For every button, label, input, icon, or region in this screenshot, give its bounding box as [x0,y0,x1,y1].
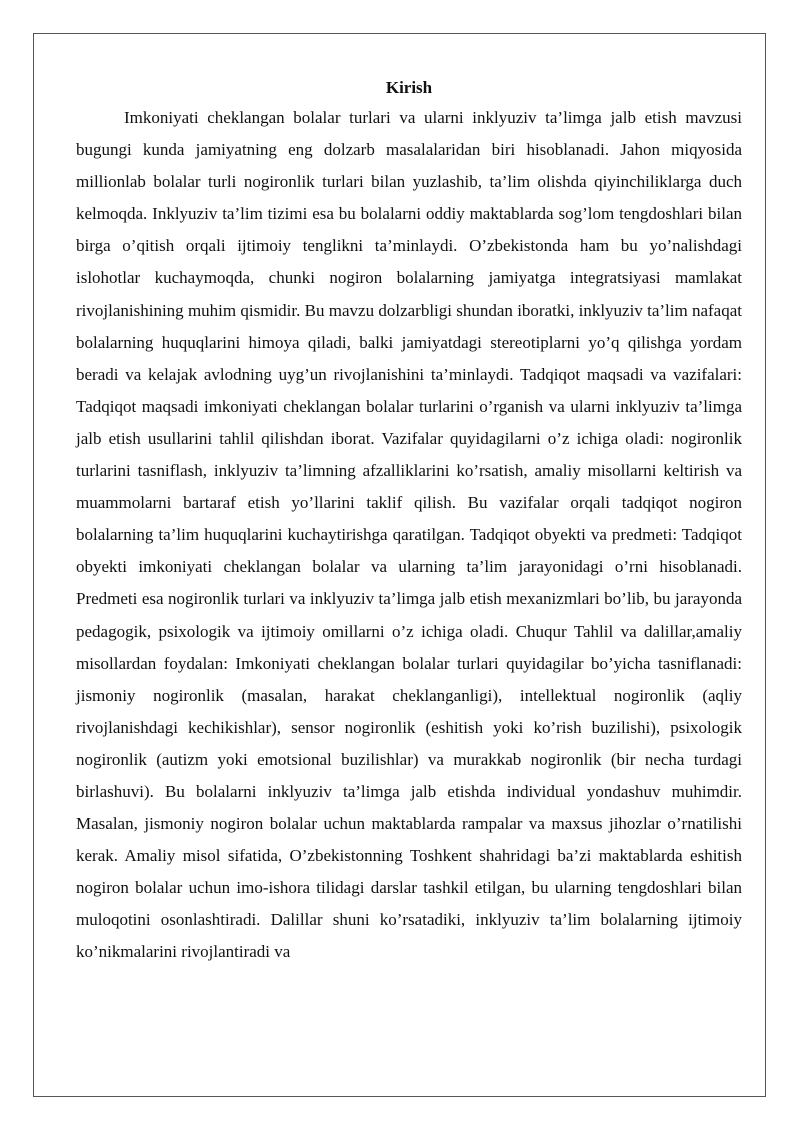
document-content [76,74,742,969]
body-paragraph: Imkoniyati cheklangan bolalar turlari va ularni inklyuziv ta’limga jalb etish mavzusi bugungi kunda jamiyatning eng dolzarb masalalaridan biri hisoblanadi. Jahon miqyosida millionlab bolalar turli nogironlik turlari bilan yuzlashib, ta’lim olishda qiyinchiliklarga duch kelmoqda. Inklyuziv ta’lim tizimi esa bu bolalarni oddiy maktablarda sog’lom tengdoshlari bilan birga o’qitish orqali ijtimoiy tenglikni ta’minlaydi. O’zbekistonda ham bu yo’nalishdagi islohotlar kuchaymoqda, chunki nogiron bolalarning jamiyatga integratsiyasi mamlakat rivojlanishining muhim qismidir. Bu mavzu dolzarbligi shundan iboratki, inklyuziv ta’lim nafaqat bolalarning huquqlarini himoya qiladi, balki jamiyatdagi stereotiplarni yo’q qilishga yordam beradi va kelajak avlodning uyg’un rivojlanishini ta’minlaydi. Tadqiqot maqsadi va vazifalari: Tadqiqot maqsadi imkoniyati cheklangan bolalar turlarini o’rganish va ularni inklyuziv ta’limga jalb etish usullarini tahlil qilishdan iborat. Vazifalar quyidagilarni o’z ichiga oladi: nogironlik turlarini tasniflash, inklyuziv ta’limning afzalliklarini ko’rsatish, amaliy misollarni keltirish va muammolarni bartaraf etish yo’llarini taklif qilish. Bu vazifalar orqali tadqiqot nogiron bolalarning ta’lim huquqlarini kuchaytirishga qaratilgan. Tadqiqot obyekti va predmeti: Tadqiqot obyekti imkoniyati cheklangan bolalar va ularning ta’lim jarayonidagi o’rni hisoblanadi. Predmeti esa nogironlik turlari va inklyuziv ta’limga jalb etish mexanizmlari bo’lib, bu jarayonda pedagogik, psixologik va ijtimoiy omillarni o’z ichiga oladi. Chuqur Tahlil va dalillar,amaliy misollardan foydalan: Imkoniyati cheklangan bolalar turlari quyidagilar bo’yicha tasniflanadi: jismoniy nogironlik (masalan, harakat cheklanganligi), intellektual nogironlik (aqliy rivojlanishdagi kechikishlar), sensor nogironlik (eshitish yoki ko’rish buzilishi), psixologik nogironlik (autizm yoki emotsional buzilishlar) va murakkab nogironlik (bir necha turdagi birlashuvi). Bu bolalarni inklyuziv ta’limga jalb etishda individual yondashuv muhimdir. Masalan, jismoniy nogiron bolalar uchun maktablarda rampalar va maxsus jihozlar o’rnatilishi kerak. Amaliy misol sifatida, O’zbekistonning Toshkent shahridagi ba’zi maktablarda eshitish nogiron bolalar uchun imo-ishora tilidagi darslar tashkil etilgan, bu ularning tengdoshlari bilan muloqotini osonlashtiradi. Dalillar shuni ko’rsatadiki, inklyuziv ta’lim bolalarning ijtimoiy ko’nikmalarini rivojlantiradi va [76,108,742,962]
document-title: Kirish [385,78,433,97]
